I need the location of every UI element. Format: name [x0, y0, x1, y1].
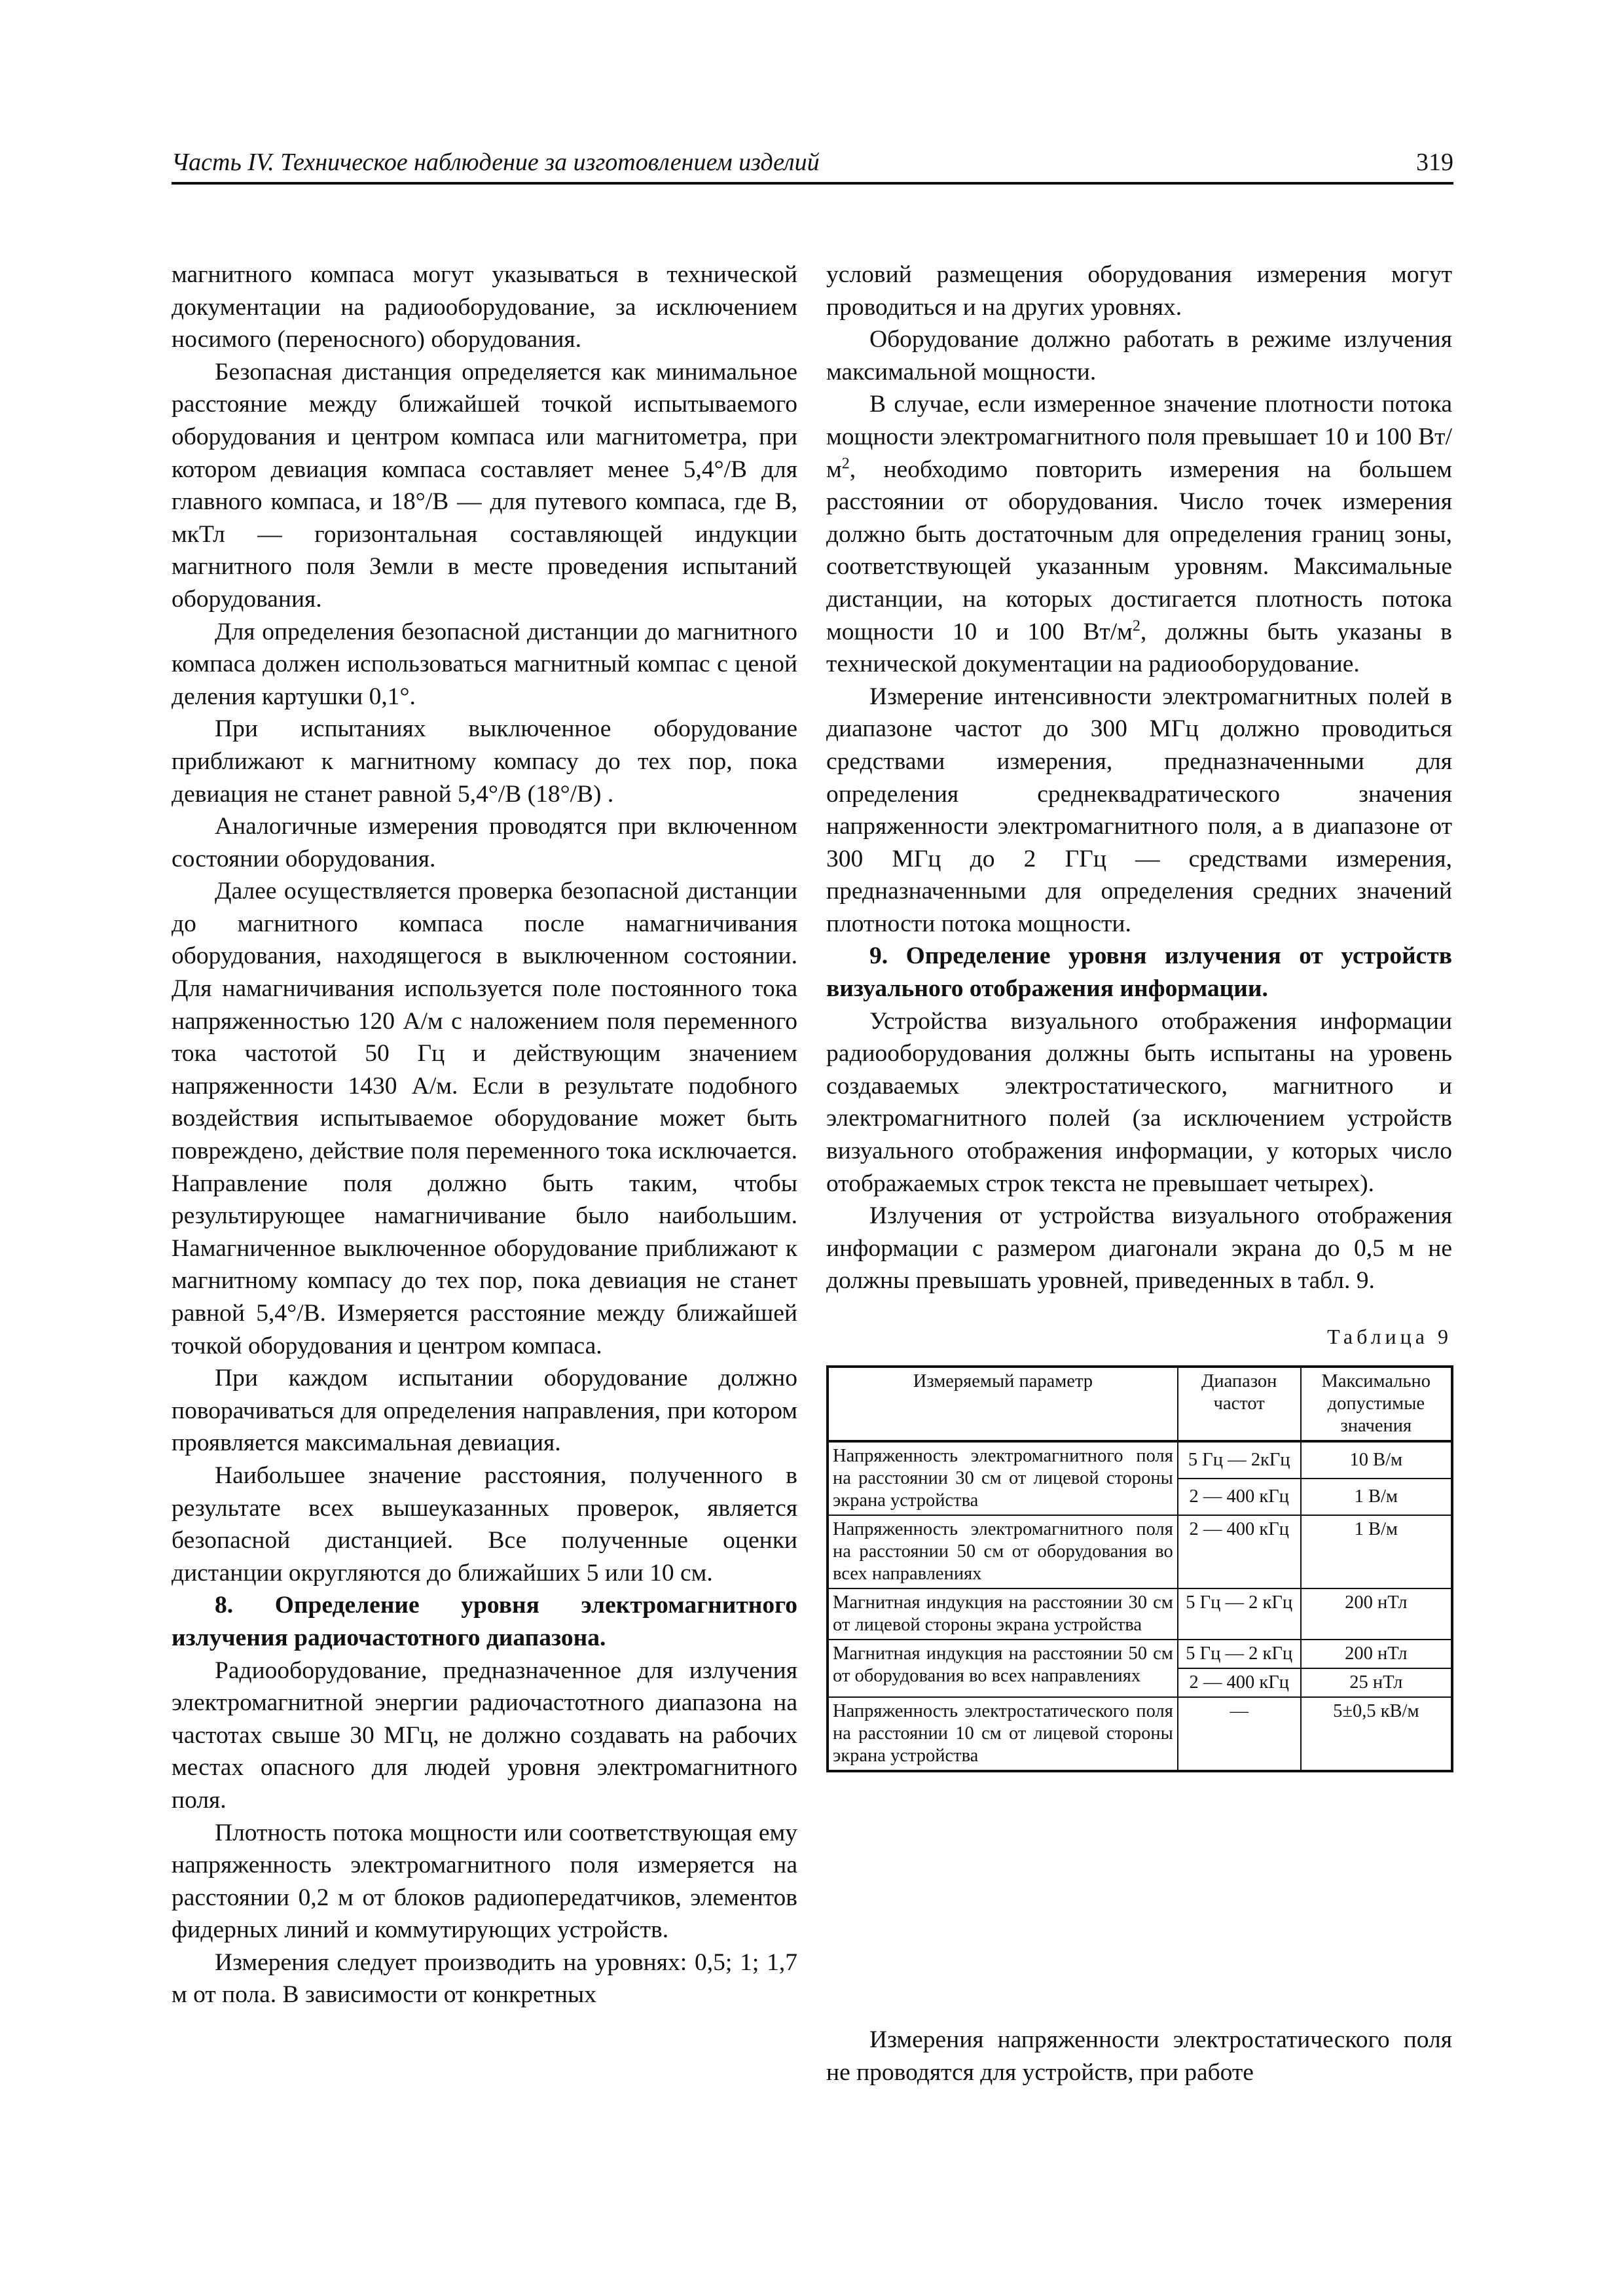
paragraph: Устройства визуального отображения информации радиооборудования должны быть испытаны на уровень создаваемых электростатического, магнитного и электромагнитного полей (за исключением устройств визуального отображения информации, у которых число отображаемых строк текста не превышает четырех). — [826, 1007, 1452, 1197]
paragraph: Измерения следует производить на уровнях: 0,5; 1; 1,7 м от пола. В зависимости от конкретных — [172, 1948, 797, 2009]
value-cell: 1 В/м — [1301, 1515, 1452, 1588]
freq-cell: 2 — 400 кГц — [1178, 1515, 1301, 1588]
value-cell: 200 нТл — [1301, 1640, 1452, 1668]
table-row — [828, 1588, 1452, 1640]
table-row — [828, 1697, 1452, 1771]
param-cell: Напряженность электромагнитного поля на расстоянии 50 см от оборудования во всех направлениях — [828, 1515, 1178, 1588]
param-cell: Напряженность электростатического поля на расстоянии 10 см от лицевой стороны экрана устройства — [828, 1697, 1178, 1771]
running-header — [172, 143, 1453, 185]
freq-cell: 2 — 400 кГц — [1178, 1479, 1301, 1515]
column-header: Диапазон частот — [1178, 1367, 1301, 1441]
superscript: 2 — [841, 455, 850, 473]
table-row — [828, 1515, 1452, 1588]
freq-cell: 2 — 400 кГц — [1178, 1668, 1301, 1697]
column-header: Измеряемый параметр — [828, 1367, 1178, 1441]
paragraph: Безопасная дистанция определяется как минимальное расстояние между ближайшей точкой испытываемого оборудования и центром компаса или магнитометра, при котором девиация компаса составляет менее 5,4°/B для главного компаса, и 18°/B — для путевого компаса, где B, мкТл — горизонтальная составляющей индукции магнитного поля Земли в месте проведения испытаний оборудования. — [172, 358, 797, 613]
paragraph: Плотность потока мощности или соответствующая ему напряженность электромагнитного поля измеряется на расстоянии 0,2 м от блоков радиопередатчиков, элементов фидерных линий и коммутирующих устройств. — [172, 1819, 797, 1944]
value-cell: 10 В/м — [1301, 1441, 1452, 1479]
paragraph: Наибольшее значение расстояния, полученного в результате всех вышеуказанных проверок, является безопасной дистанцией. Все полученные оценки дистанции округляются до ближайших 5 или 10 см. — [172, 1462, 797, 1587]
text-run: , должны быть указаны в технической документации на радиооборудование. — [826, 618, 1452, 678]
value-cell: 5±0,5 кВ/м — [1301, 1697, 1452, 1771]
freq-cell: 5 Гц — 2кГц — [1178, 1441, 1301, 1479]
param-cell: Магнитная индукция на расстоянии 30 см от лицевой стороны экрана устройства — [828, 1588, 1178, 1640]
value-cell: 1 В/м — [1301, 1479, 1452, 1515]
param-cell: Магнитная индукция на расстоянии 50 см от оборудования во всех направлениях — [828, 1640, 1178, 1697]
value-cell: 25 нТл — [1301, 1668, 1452, 1697]
page-number: 319 — [1416, 149, 1453, 176]
paragraph: Для определения безопасной дистанции до магнитного компаса должен использоваться магнитный компас с ценой деления картушки 0,1°. — [172, 618, 797, 710]
table-header-row — [828, 1367, 1452, 1441]
column-header: Максимально допустимые значения — [1301, 1367, 1452, 1441]
value-cell: 200 нТл — [1301, 1588, 1452, 1640]
freq-cell: 5 Гц — 2 кГц — [1178, 1588, 1301, 1640]
table-row — [828, 1441, 1452, 1479]
paragraph: Измерение интенсивности электромагнитных полей в диапазоне частот до 300 МГц должно проводиться средствами измерения, предназначенными для определения среднеквадратического значения напряженности электромагнитного поля, а в диапазоне от 300 МГц до 2 ГГц — средствами измерения, предназначенными для определения средних значений плотности потока мощности. — [826, 683, 1452, 937]
header-title: Часть IV. Техническое наблюдение за изготовлением изделий — [172, 149, 820, 176]
text-run: В случае, если измеренное значение плотности потока мощности электромагнитного поля превышает 10 и 100 Вт/м — [826, 391, 1452, 483]
paragraph: Аналогичные измерения проводятся при включенном состоянии оборудования. — [172, 813, 797, 872]
table-row — [828, 1640, 1452, 1668]
paragraph: Радиооборудование, предназначенное для излучения электромагнитной энергии радиочастотного диапазона на частотах свыше 30 МГц, не должно создавать на рабочих местах опасного для людей уровня электромагнитного поля. — [172, 1657, 797, 1814]
table-caption: Таблица 9 — [1327, 1325, 1452, 1348]
section-heading-9: 9. Определение уровня излучения от устройств визуального отображения информации. — [826, 942, 1452, 1003]
text-run: , необходимо повторить измерения на большем расстоянии от оборудования. Число точек измерения должно быть достаточным для определения границ зоны, соответствующей указанным уровням. Максимальные дистанции, на которых достигается плотность потока мощности 10 и 100 Вт/м — [826, 456, 1452, 645]
left-column — [172, 259, 797, 2011]
paragraph: Излучения от устройства визуального отображения информации с размером диагонали экрана до 0,5 м не должны превышать уровней, приведенных в табл. 9. — [826, 1202, 1452, 1295]
param-cell: Напряженность электромагнитного поля на расстоянии 30 см от лицевой стороны экрана устройства — [828, 1441, 1178, 1515]
paragraph: Далее осуществляется проверка безопасной дистанции до магнитного компаса после намагничивания оборудования, находящегося в выключенном состоянии. Для намагничивания используется поле постоянного тока напряженностью 120 А/м с наложением поля переменного тока частотой 50 Гц и действующим значением напряженности 1430 А/м. Если в результате подобного воздействия испытываемое оборудование может быть повреждено, действие поля переменного тока исключается. Направление поля должно быть таким, чтобы результирующее намагничивание было наибольшим. Намагниченное выключенное оборудование приближают к магнитному компасу до тех пор, пока девиация не станет равной 5,4°/B. Измеряется расстояние между ближайшей точкой оборудования и центром компаса. — [172, 878, 797, 1359]
superscript: 2 — [1132, 617, 1140, 635]
freq-cell: — — [1178, 1697, 1301, 1771]
table-9 — [826, 1365, 1453, 1772]
paragraph — [826, 388, 1452, 680]
paragraph: Оборудование должно работать в режиме излучения максимальной мощности. — [826, 326, 1452, 386]
paragraph: магнитного компаса могут указываться в технической документации на радиооборудование, за исключением носимого (переносного) оборудования. — [172, 261, 797, 353]
section-heading-8: 8. Определение уровня электромагнитного излучения радиочастотного диапазона. — [172, 1592, 797, 1651]
right-column — [826, 259, 1452, 1772]
paragraph: При испытаниях выключенное оборудование приближают к магнитному компасу до тех пор, пока девиация не станет равной 5,4°/B (18°/B) . — [172, 715, 797, 808]
bottom-right-text — [826, 2024, 1452, 2089]
freq-cell: 5 Гц — 2 кГц — [1178, 1640, 1301, 1668]
paragraph: условий размещения оборудования измерения могут проводиться и на других уровнях. — [826, 261, 1452, 321]
paragraph: Измерения напряженности электростатического поля не проводятся для устройств, при работе — [826, 2026, 1452, 2086]
paragraph: При каждом испытании оборудование должно поворачиваться для определения направления, при котором проявляется максимальная девиация. — [172, 1365, 797, 1457]
